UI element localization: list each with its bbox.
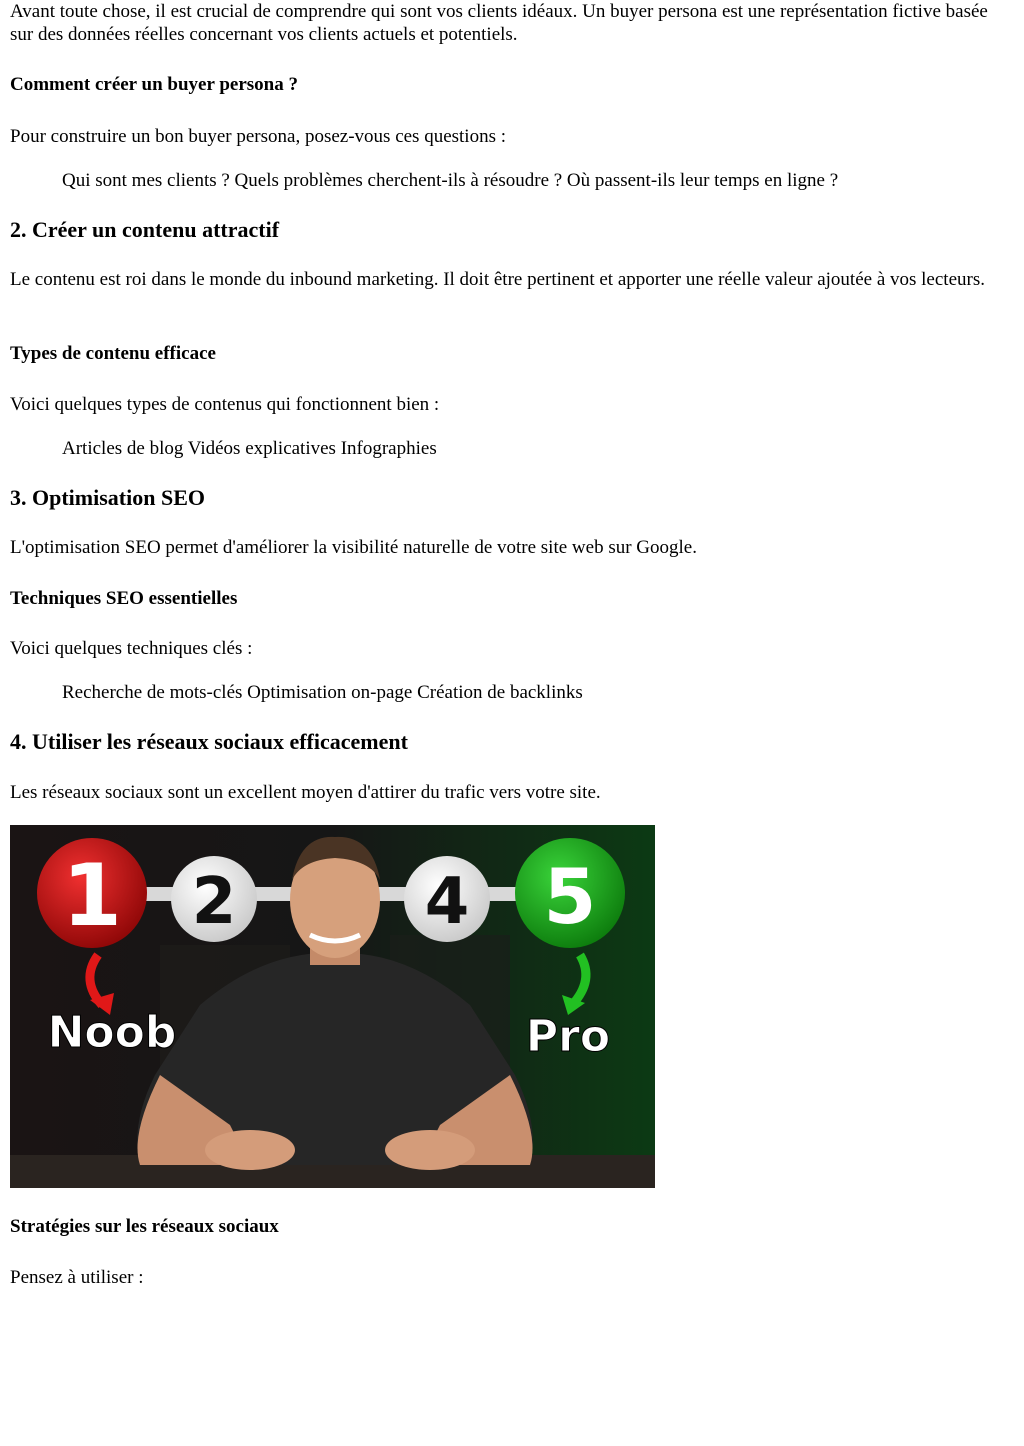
paragraph-buyer-persona: Pour construire un bon buyer persona, posez-vous ces questions :: [10, 126, 507, 147]
heading-contenu-attractif: 2. Créer un contenu attractif: [10, 217, 280, 242]
paragraph-contenu: Le contenu est roi dans le monde du inbound marketing. Il doit être pertinent et apporter une réelle valeur ajoutée à vos lecteurs.: [10, 269, 985, 290]
list-types-contenu: Articles de blog Vidéos explicatives Infographies: [62, 438, 437, 459]
heading-optimisation-seo: 3. Optimisation SEO: [10, 485, 205, 510]
list-techniques-seo: Recherche de mots-clés Optimisation on-page Création de backlinks: [62, 682, 583, 703]
thumbnail-number-2: 2: [191, 865, 237, 939]
subheading-strategies-reseaux: Stratégies sur les réseaux sociaux: [10, 1216, 279, 1237]
paragraph-pensez-utiliser: Pensez à utiliser :: [10, 1267, 144, 1288]
thumbnail-number-1: 1: [62, 846, 122, 946]
video-thumbnail-image: [10, 825, 655, 1188]
paragraph-reseaux-sociaux: Les réseaux sociaux sont un excellent moyen d'attirer du trafic vers votre site.: [10, 782, 601, 803]
thumbnail-number-4: 4: [424, 865, 470, 939]
thumbnail-label-noob: Noob: [47, 1007, 177, 1058]
paragraph-types-contenu: Voici quelques types de contenus qui fonctionnent bien :: [10, 394, 440, 415]
thumbnail-number-5: 5: [543, 852, 597, 941]
intro-paragraph: Avant toute chose, il est crucial de comprendre qui sont vos clients idéaux. Un buyer persona est une représentation fictive basée sur des données réelles concernant vos clients actuels et potentiels.: [10, 1, 988, 45]
subheading-buyer-persona: Comment créer un buyer persona ?: [10, 74, 298, 95]
subheading-techniques-seo: Techniques SEO essentielles: [10, 588, 238, 609]
paragraph-seo: L'optimisation SEO permet d'améliorer la visibilité naturelle de votre site web sur Google.: [10, 537, 697, 558]
heading-reseaux-sociaux: 4. Utiliser les réseaux sociaux efficacement: [10, 729, 408, 754]
subheading-types-contenu: Types de contenu efficace: [10, 343, 216, 364]
paragraph-techniques-seo: Voici quelques techniques clés :: [10, 638, 253, 659]
thumbnail-label-pro: Pro: [525, 1011, 611, 1062]
list-buyer-persona-questions: Qui sont mes clients ? Quels problèmes cherchent-ils à résoudre ? Où passent-ils leur temps en ligne ?: [62, 170, 839, 191]
